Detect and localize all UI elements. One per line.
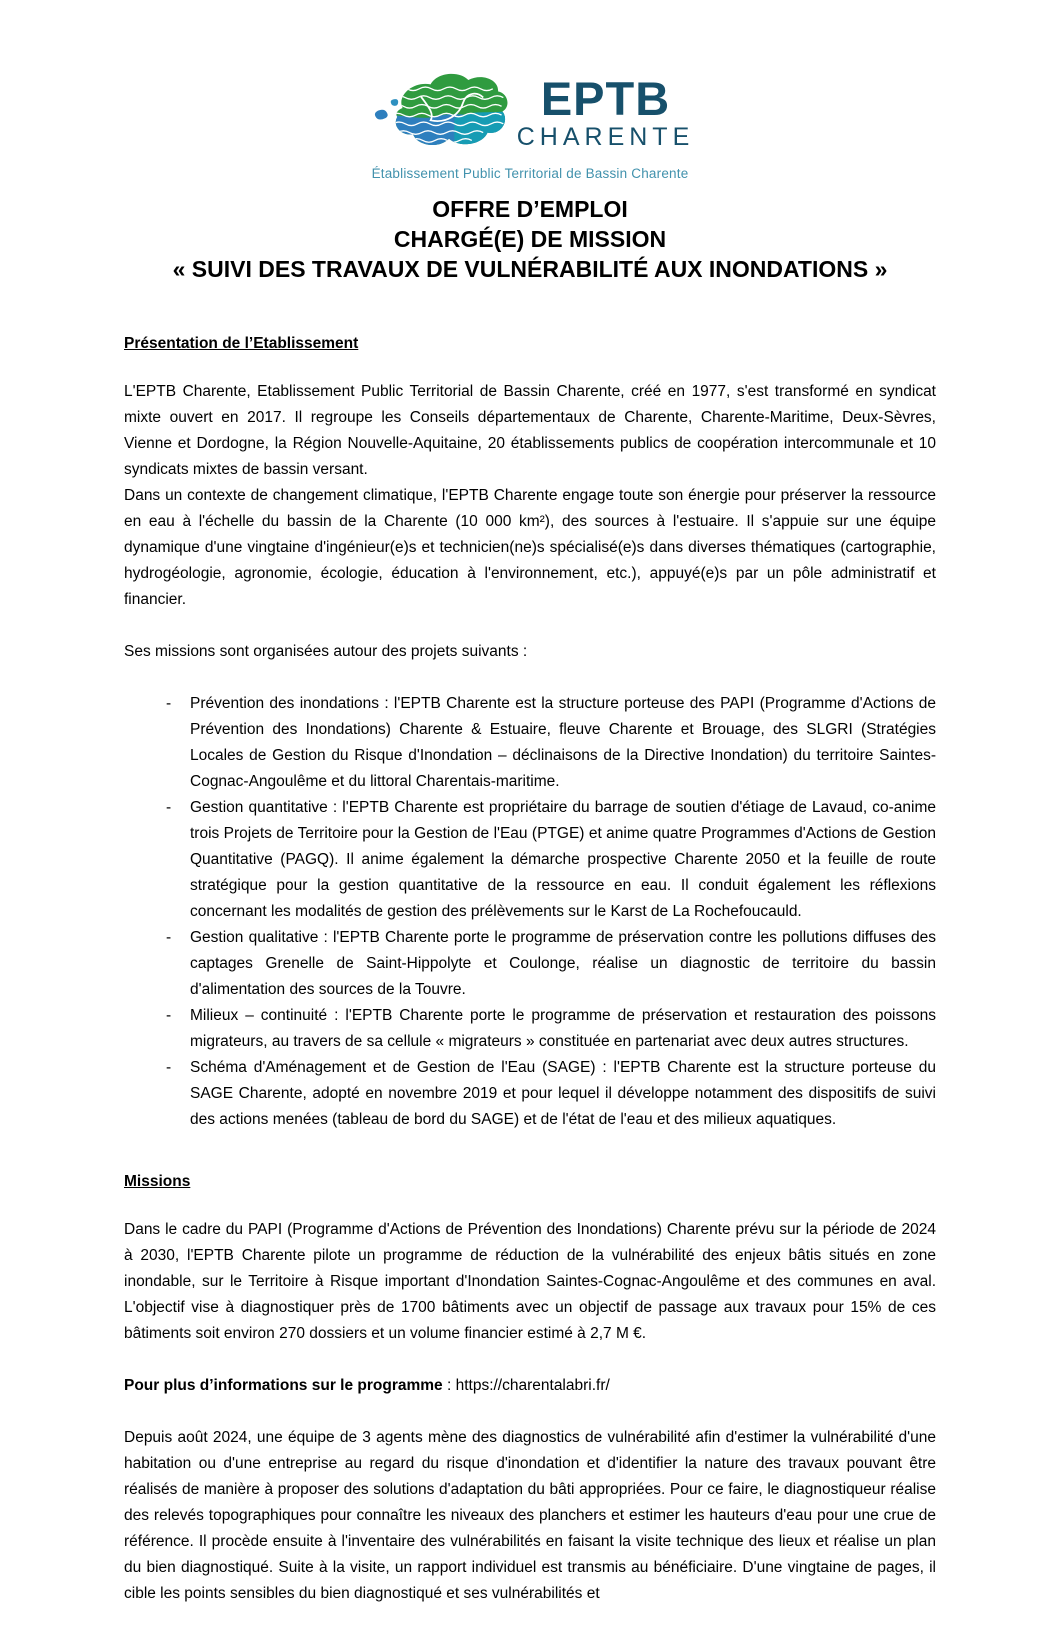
title-line-2: CHARGÉ(E) DE MISSION xyxy=(393,225,667,252)
presentation-paragraph-1: L'EPTB Charente, Etablissement Public Territorial de Bassin Charente, créé en 1977, s'est transformé en syndicat mixte ouvert en 2017. Il regroupe les Conseils départementaux de Charente, Charente-Maritime, Deux-Sèvres, Vienne et Dordogne, la Région Nouvelle-Aquitaine, 20 établissements publics de coopération intercommunale et 10 syndicats mixtes de bassin versant. xyxy=(124,382,936,478)
program-info-separator: : xyxy=(442,1376,456,1394)
blank-line xyxy=(124,1347,936,1373)
list-item-text: Milieux – continuité : l'EPTB Charente porte le programme de préservation et restauration des poissons migrateurs, au travers de sa cellule « migrateurs » constituée en partenariat avec deux autres structures. xyxy=(190,1006,936,1050)
list-item xyxy=(124,1003,936,1055)
basin-map-icon xyxy=(366,66,511,158)
title-line-1: OFFRE D’EMPLOI xyxy=(432,196,628,222)
list-item xyxy=(124,691,936,795)
title-line-3: « SUIVI DES TRAVAUX DE VULNÉRABILITÉ AUX INONDATIONS » xyxy=(172,255,888,282)
dash-marker: - xyxy=(166,928,172,946)
section-heading-missions: Missions xyxy=(124,1172,191,1190)
program-info-line xyxy=(124,1373,936,1399)
eptb-logo xyxy=(365,66,695,181)
dash-marker: - xyxy=(166,1006,172,1024)
list-item xyxy=(124,1055,936,1133)
presentation-paragraph-2: Dans un contexte de changement climatique, l'EPTB Charente engage toute son énergie pour préserver la ressource en eau à l'échelle du bassin de la Charente (10 000 km²), des sources à l'estuaire. Il s'appuie sur une équipe dynamique d'une vingtaine d'ingénieur(e)s et technicien(ne)s spécialisé(e)s dans diverses thématiques (cartographie, hydrogéologie, agronomie, écologie, éducation à l'environnement, etc.), appuyé(e)s par un pôle administratif et financier. xyxy=(124,486,936,608)
list-item-text: Schéma d'Aménagement et de Gestion de l'Eau (SAGE) : l'EPTB Charente est la structure porteuse du SAGE Charente, adopté en novembre 2019 et pour lequel il développe notamment des dispositifs de suivi des actions menées (tableau de bord du SAGE) et de l'état de l'eau et des milieux aquatiques. xyxy=(190,1058,936,1128)
program-info-label: Pour plus d’informations sur le programme xyxy=(124,1376,443,1394)
program-info-url: https://charentalabri.fr/ xyxy=(455,1376,610,1394)
list-item xyxy=(124,925,936,1003)
list-item-text: Gestion quantitative : l'EPTB Charente est propriétaire du barrage de soutien d'étiage de Lavaud, co-anime trois Projets de Territoire pour la Gestion de l'Eau (PTGE) et anime quatre Programmes d'Actions de Gestion Quantitative (PAGQ). Il anime également la démarche prospective Charente 2050 et la feuille de route stratégique pour la gestion quantitative de la ressource en eau. Il conduit également les réflexions concernant les modalités de gestion des prélèvements sur le Karst de La Rochefoucauld. xyxy=(190,798,936,920)
blank-line xyxy=(124,613,936,639)
logo-brand-subtext: CHARENTE xyxy=(516,122,695,151)
missions-paragraph-1: Dans le cadre du PAPI (Programme d'Actions de Prévention des Inondations) Charente prévu sur la période de 2024 à 2030, l'EPTB Charente pilote un programme de réduction de la vulnérabilité des enjeux bâtis situés en zone inondable, sur le Territoire à Risque important d'Inondation Saintes-Cognac-Angoulême et des communes en aval. L'objectif vise à diagnostiquer près de 1700 bâtiments avec un objectif de passage aux travaux pour 15% de ces bâtiments soit environ 270 dossiers et un volume financier estimé à 2,7 M €. xyxy=(124,1220,936,1342)
missions-paragraph-2: Depuis août 2024, une équipe de 3 agents mène des diagnostics de vulnérabilité afin d'estimer la vulnérabilité d'une habitation ou d'une entreprise au regard du risque d'inondation et d'identifier la nature des travaux pouvant être réalisés de manière à proposer des solutions d'adaptation du bâti appropriées. Pour ce faire, le diagnostiqueur réalise des relevés topographiques pour connaître les niveaux des planchers et estimer les hauteurs d'eau pour une crue de référence. Il procède ensuite à l'inventaire des vulnérabilités en faisant la visite technique des lieux et réalise un plan du bien diagnostiqué. Suite à la visite, un rapport individuel est transmis au bénéficiaire. D'une vingtaine de pages, il cible les points sensibles du bien diagnostiqué et ses vulnérabilités et xyxy=(124,1428,936,1602)
list-item-text: Gestion qualitative : l'EPTB Charente porte le programme de préservation contre les pollutions diffuses des captages Grenelle de Saint-Hippolyte et Coulonge, réalise un diagnostic de territoire du bassin d'alimentation des sources de la Touvre. xyxy=(190,928,936,998)
projects-list xyxy=(124,691,936,1133)
list-item xyxy=(124,795,936,925)
blank-line xyxy=(124,1399,936,1425)
section-heading-presentation: Présentation de l’Etablissement xyxy=(124,334,359,352)
document-title xyxy=(124,195,936,285)
logo-brand-text: EPTB xyxy=(540,71,671,125)
dash-marker: - xyxy=(166,798,172,816)
missions-list-intro: Ses missions sont organisées autour des projets suivants : xyxy=(124,642,528,660)
logo-tagline: Établissement Public Territorial de Bassin Charente xyxy=(371,166,689,181)
dash-marker: - xyxy=(166,1058,172,1076)
dash-marker: - xyxy=(166,694,172,712)
list-item-text: Prévention des inondations : l'EPTB Charente est la structure porteuse des PAPI (Programme d'Actions de Prévention des Inondations) Charente & Estuaire, fleuve Charente et Brouage, des SLGRI (Stratégies Locales de Gestion du Risque d'Inondation – déclinaisons de la Directive Inondation) du territoire Saintes-Cognac-Angoulême et du littoral Charentais-maritime. xyxy=(190,694,936,790)
